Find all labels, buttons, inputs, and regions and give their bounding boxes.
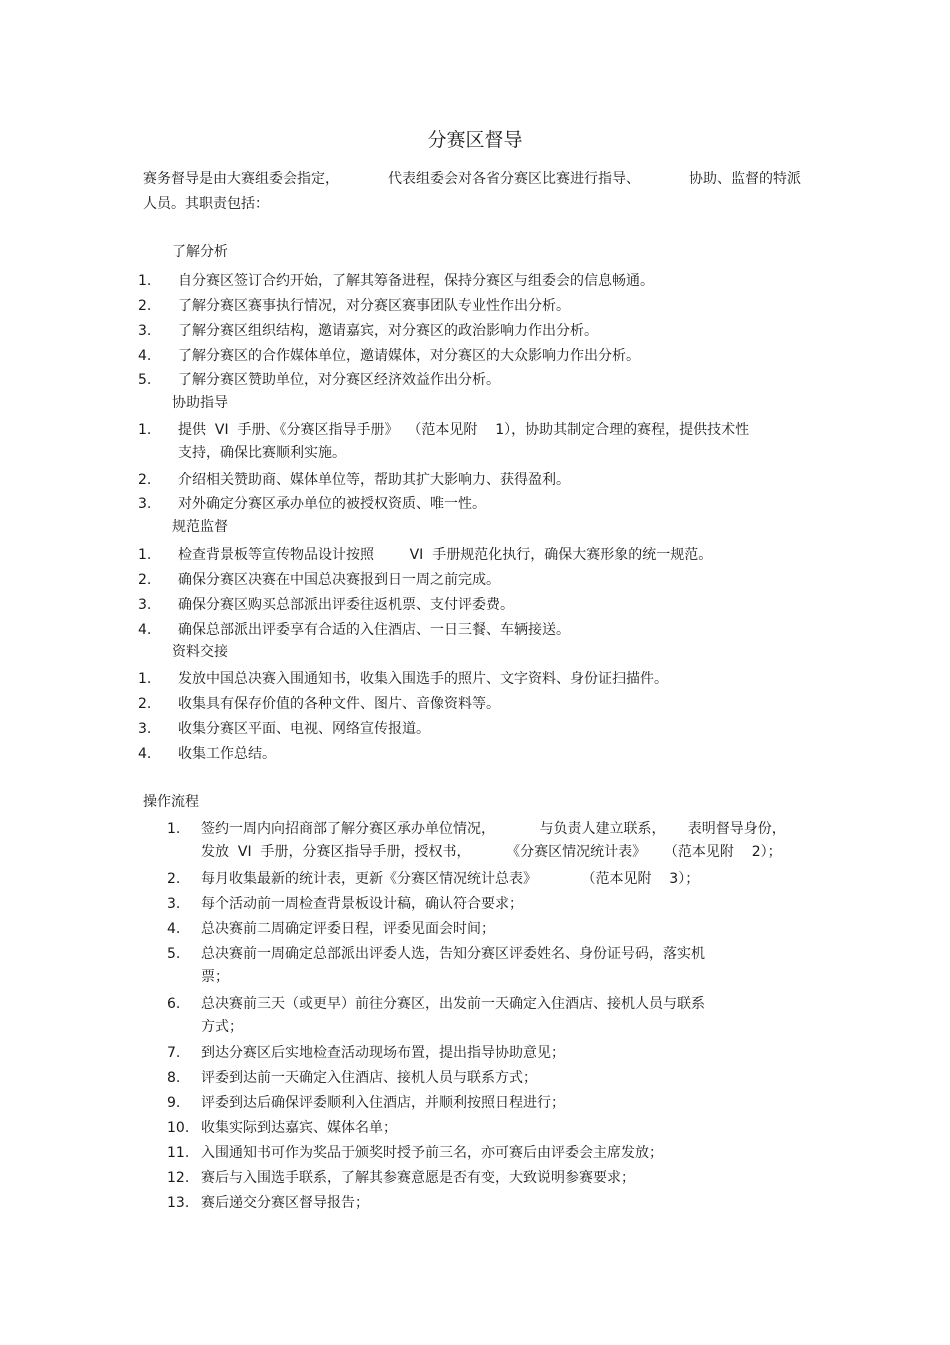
item-text: 到达分赛区后实地检查活动现场布置，提出指导协助意见； [201,1045,565,1061]
item-number: 3. [138,323,152,339]
item-text: 评委到达后确保评委顺利入住酒店，并顺利按照日程进行； [201,1095,565,1111]
intro-line-2: 人员。其职责包括： [143,196,269,212]
item-number: 5. [167,946,181,962]
intro-paragraph [143,167,808,217]
operation-heading: 操作流程 [143,794,199,810]
item-text: 确保分赛区购买总部派出评委往返机票、支付评委费。 [178,597,514,613]
item-text: 总决赛前三天（或更早）前往分赛区，出发前一天确定入住酒店、接机人员与联系 [201,996,705,1012]
item-number: 8. [167,1070,181,1086]
item-text-continuation: 方式； [201,1019,243,1035]
item-text: 确保总部派出评委享有合适的入住酒店、一日三餐、车辆接送。 [178,622,570,638]
item-number: 3. [138,721,152,737]
item-number: 12. [167,1170,190,1186]
item-text: 发放中国总决赛入围通知书，收集入围选手的照片、文字资料、身份证扫描件。 [178,671,668,687]
item-number: 13. [167,1195,190,1211]
item-text: 了解分赛区赞助单位，对分赛区经济效益作出分析。 [178,372,500,388]
item-number: 2. [138,572,152,588]
item-text: 总决赛前二周确定评委日程，评委见面会时间； [201,921,495,937]
item-text: 介绍相关赞助商、媒体单位等，帮助其扩大影响力、获得盈利。 [178,472,570,488]
item-text: 收集分赛区平面、电视、网络宣传报道。 [178,721,430,737]
item-text-continuation: 票； [201,969,229,985]
item-text: 提供 VI 手册、《分赛区指导手册》 （范本见附 1），协助其制定合理的赛程，提供技术性 [178,422,750,438]
item-text: 确保分赛区决赛在中国总决赛报到日一周之前完成。 [178,572,500,588]
item-text: 每月收集最新的统计表，更新《分赛区情况统计总表》 （范本见附 3）； [201,871,700,887]
item-number: 5. [138,372,152,388]
item-text: 评委到达前一天确定入住酒店、接机人员与联系方式； [201,1070,537,1086]
item-text: 了解分赛区的合作媒体单位，邀请媒体，对分赛区的大众影响力作出分析。 [178,348,640,364]
item-text: 了解分赛区赛事执行情况，对分赛区赛事团队专业性作出分析。 [178,298,570,314]
item-number: 2. [138,696,152,712]
item-text: 检查背景板等宣传物品设计按照 VI 手册规范化执行，确保大赛形象的统一规范。 [178,547,713,563]
item-text: 收集具有保存价值的各种文件、图片、音像资料等。 [178,696,500,712]
item-number: 1. [138,422,152,438]
item-text: 总决赛前一周确定总部派出评委人选，告知分赛区评委姓名、身份证号码，落实机 [201,946,705,962]
item-text: 收集工作总结。 [178,746,276,762]
item-number: 4. [167,921,181,937]
item-text-continuation: 支持，确保比赛顺利实施。 [178,445,346,461]
document-title: 分赛区督导 [427,129,523,151]
item-number: 6. [167,996,181,1012]
item-text: 赛后递交分赛区督导报告； [201,1195,369,1211]
section-heading-supervise: 规范监督 [172,519,228,535]
item-text: 收集实际到达嘉宾、媒体名单； [201,1120,397,1136]
item-text: 签约一周内向招商部了解分赛区承办单位情况， 与负责人建立联系， 表明督导身份， [201,821,786,837]
item-text: 自分赛区签订合约开始，了解其筹备进程，保持分赛区与组委会的信息畅通。 [178,273,654,289]
item-text-continuation: 发放 VI 手册，分赛区指导手册，授权书， 《分赛区情况统计表》 （范本见附 2）； [201,844,782,860]
item-number: 3. [167,896,181,912]
item-number: 1. [138,547,152,563]
section-heading-analysis: 了解分析 [172,244,228,260]
item-number: 1. [138,671,152,687]
intro-line-1-part-3: 协助、监督的特派 [689,171,801,187]
item-number: 7. [167,1045,181,1061]
item-number: 2. [138,472,152,488]
item-number: 2. [167,871,181,887]
item-number: 4. [138,622,152,638]
intro-line-1-part-1: 赛务督导是由大赛组委会指定， [143,171,339,187]
item-number: 4. [138,746,152,762]
intro-line-1 [143,167,801,192]
item-number: 3. [138,496,152,512]
item-text: 每个活动前一周检查背景板设计稿，确认符合要求； [201,896,523,912]
item-text: 了解分赛区组织结构，邀请嘉宾，对分赛区的政治影响力作出分析。 [178,323,598,339]
item-number: 1. [138,273,152,289]
item-text: 赛后与入围选手联系，了解其参赛意愿是否有变，大致说明参赛要求； [201,1170,635,1186]
item-text: 对外确定分赛区承办单位的被授权资质、唯一性。 [178,496,486,512]
item-number: 1. [167,821,181,837]
section-heading-assist: 协助指导 [172,395,228,411]
item-number: 9. [167,1095,181,1111]
intro-line-1-part-2: 代表组委会对各省分赛区比赛进行指导、 [388,171,640,187]
item-number: 10. [167,1120,190,1136]
item-number: 3. [138,597,152,613]
item-text: 入围通知书可作为奖品于颁奖时授予前三名，亦可赛后由评委会主席发放； [201,1145,663,1161]
item-number: 2. [138,298,152,314]
section-heading-handover: 资料交接 [172,644,228,660]
item-number: 4. [138,348,152,364]
item-number: 11. [167,1145,190,1161]
